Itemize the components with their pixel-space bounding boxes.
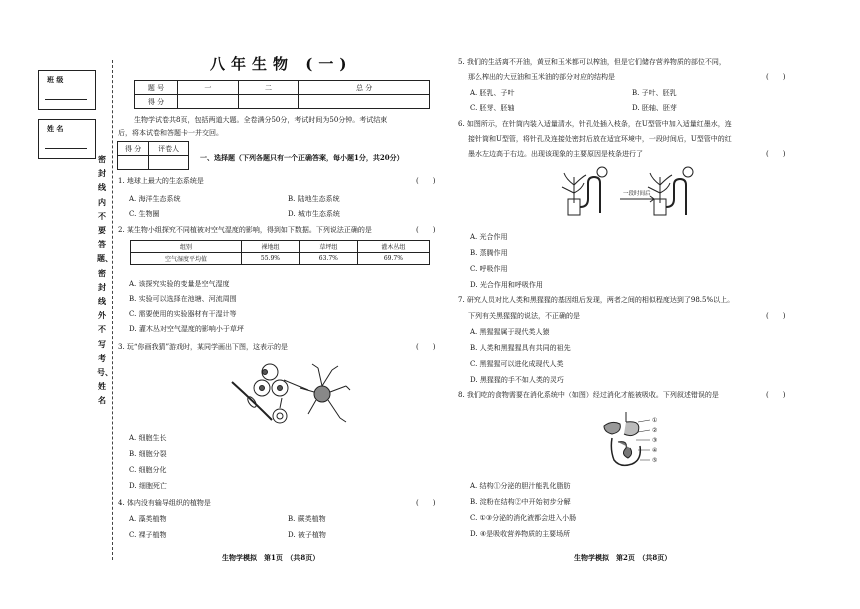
- score-row-label: 得 分: [135, 95, 178, 109]
- name-fill-line: [45, 148, 87, 149]
- q8-stem: 8. 我们吃的食物需要在消化系统中（如图）经过消化才能被吸收。下列叙述错误的是: [458, 391, 719, 399]
- q8-option-c: C. ①③分泌的消化液都会进入小肠: [470, 514, 577, 522]
- humidity-shrub-value: 69.7%: [357, 253, 429, 265]
- q7-option-a: A. 黑猩猩属于现代类人猿: [470, 328, 550, 336]
- q4-bracket: ( ): [416, 499, 436, 507]
- grader-score-cell: [118, 156, 149, 170]
- q5-stem-line1: 5. 我们的生活离不开油，黄豆和玉米都可以榨油，但是它们储存营养物质的部位不同，: [458, 58, 726, 66]
- q8-option-d: D. ④是吸收营养物质的主要场所: [470, 530, 571, 538]
- q8-label-4: ④: [652, 447, 658, 454]
- q3-option-c: C. 细胞分化: [129, 466, 167, 474]
- q6-stem-line2: 接针筒和U型管，将针孔及连接处密封后放在适宜环境中，一段时间后，U型管中的红: [468, 135, 732, 143]
- cell-differentiation-figure: [222, 360, 352, 428]
- q6-figure-label: 一段时间后: [623, 191, 651, 197]
- q8-bracket: ( ): [766, 391, 786, 399]
- instructions-line1: 生物学试卷共8页，包括两道大题。全卷满分50分，考试时间为50分钟。考试结束: [134, 116, 388, 124]
- score-cell-1: [178, 95, 239, 109]
- score-head-2: 二: [238, 81, 299, 95]
- humidity-th-lawn: 草坪组: [299, 241, 357, 253]
- q5-option-b: B. 子叶、胚乳: [632, 89, 677, 97]
- instructions-line2: 后，将本试卷和答题卡一并交回。: [118, 129, 223, 137]
- q1-option-d: D. 城市生态系统: [288, 210, 340, 218]
- q8-label-1: ①: [652, 417, 658, 424]
- q1-option-c: C. 生物圈: [129, 210, 160, 218]
- q5-stem-line2: 那么榨出的大豆油和玉米油的部分对应的结构是: [468, 73, 615, 81]
- score-table: [134, 80, 430, 109]
- q6-option-c: C. 呼吸作用: [470, 265, 508, 273]
- q7-bracket: ( ): [766, 312, 786, 320]
- q8-option-a: A. 结构①分泌的胆汁能乳化脂肪: [470, 482, 571, 490]
- humidity-table: [130, 240, 430, 265]
- right-footer: 生物学模拟 第2页 （共8页）: [574, 553, 672, 562]
- q3-option-d: D. 细胞死亡: [129, 482, 167, 490]
- q7-stem-line1: 7. 研究人员对比人类和黑猩猩的基因组后发现，两者之间的相似程度达到了98.5%以上。: [458, 296, 735, 304]
- q2-option-c: C. 需要使用的实验器材有干湿计等: [129, 310, 237, 318]
- section1-heading: 一、选择题（下列各题只有一个正确答案，每小题1分，共20分）: [200, 153, 404, 162]
- class-fill-line: [45, 99, 87, 100]
- grader-box: [117, 141, 189, 170]
- q7-option-b: B. 人类和黑猩猩具有共同的祖先: [470, 344, 571, 352]
- q4-option-b: B. 蕨类植物: [288, 515, 326, 523]
- page-title: 八年生物 (一): [210, 55, 353, 73]
- q8-label-3: ③: [652, 437, 658, 444]
- q5-option-a: A. 胚乳、子叶: [470, 89, 515, 97]
- q2-stem: 2. 某生物小组探究不同植被对空气湿度的影响，得到如下数据。下列说法正确的是: [118, 226, 372, 234]
- grader-score-label: 得 分: [118, 142, 149, 156]
- q4-option-c: C. 裸子植物: [129, 531, 167, 539]
- q8-option-b: B. 淀粉在结构②中开始初步分解: [470, 498, 571, 506]
- score-cell-total: [299, 95, 430, 109]
- left-footer: 生物学模拟 第1页 （共8页）: [222, 553, 320, 562]
- q1-stem: 1. 地球上最大的生态系统是: [118, 177, 204, 185]
- q8-label-2: ②: [652, 427, 658, 434]
- q2-option-b: B. 实验可以选择在池塘、河流周围: [129, 295, 237, 303]
- class-label: 班 级: [47, 75, 64, 84]
- humidity-th-bare: 裸地组: [242, 241, 300, 253]
- score-head-1: 一: [178, 81, 239, 95]
- q2-bracket: ( ): [416, 226, 436, 234]
- q4-option-a: A. 藻类植物: [129, 515, 167, 523]
- q1-bracket: ( ): [416, 177, 436, 185]
- q6-bracket: ( ): [766, 150, 786, 158]
- humidity-bare-value: 55.9%: [242, 253, 300, 265]
- humidity-lawn-value: 63.7%: [299, 253, 357, 265]
- humidity-th-group: 组别: [131, 241, 242, 253]
- seal-line-text: 密封线内不要答题、密封线外不写考号、姓名: [97, 154, 113, 406]
- q8-label-5: ⑤: [652, 457, 658, 464]
- q3-bracket: ( ): [416, 343, 436, 351]
- q4-stem: 4. 体内没有输导组织的植物是: [118, 499, 211, 507]
- humidity-th-shrub: 灌木丛组: [357, 241, 429, 253]
- q6-stem-line3: 墨水左边高于右边。出现该现象的主要原因是枝条进行了: [468, 150, 643, 158]
- score-head-label: 题 号: [135, 81, 178, 95]
- q2-option-a: A. 该探究实验的变量是空气湿度: [129, 280, 230, 288]
- q3-option-a: A. 细胞生长: [129, 434, 167, 442]
- q6-stem-line1: 6. 如图所示，在针筒内装入适量清水，针孔处插入枝条，在U型管中加入适量红墨水，连: [458, 120, 732, 128]
- q5-option-d: D. 胚轴、胚芽: [632, 104, 677, 112]
- digestive-system-figure: [598, 410, 670, 472]
- q7-option-d: D. 黑猩猩的手不如人类的灵巧: [470, 376, 564, 384]
- score-cell-2: [238, 95, 299, 109]
- grader-name-label: 评卷人: [149, 142, 189, 156]
- q2-option-d: D. 灌木丛对空气湿度的影响小于草坪: [129, 325, 244, 333]
- q7-stem-line2: 下列有关黑猩猩的说法，不正确的是: [468, 312, 580, 320]
- score-head-total: 总 分: [299, 81, 430, 95]
- q4-option-d: D. 被子植物: [288, 531, 326, 539]
- humidity-row-label: 空气湿度平均值: [131, 253, 242, 265]
- q5-option-c: C. 胚芽、胚轴: [470, 104, 515, 112]
- q5-bracket: ( ): [766, 73, 786, 81]
- q7-option-c: C. 黑猩猩可以进化成现代人类: [470, 360, 564, 368]
- grader-name-cell: [149, 156, 189, 170]
- q1-option-b: B. 陆地生态系统: [288, 195, 340, 203]
- q6-option-d: D. 光合作用和呼吸作用: [470, 281, 543, 289]
- q1-option-a: A. 海洋生态系统: [129, 195, 181, 203]
- q3-option-b: B. 细胞分裂: [129, 450, 167, 458]
- name-box: [38, 119, 96, 159]
- q6-option-b: B. 蒸腾作用: [470, 249, 508, 257]
- name-label: 姓 名: [47, 124, 64, 133]
- seal-line: [112, 60, 113, 560]
- q6-option-a: A. 光合作用: [470, 233, 508, 241]
- class-box: [38, 70, 96, 110]
- q3-stem: 3. 玩“你画我猜”游戏时，某同学画出下图，这表示的是: [118, 343, 289, 351]
